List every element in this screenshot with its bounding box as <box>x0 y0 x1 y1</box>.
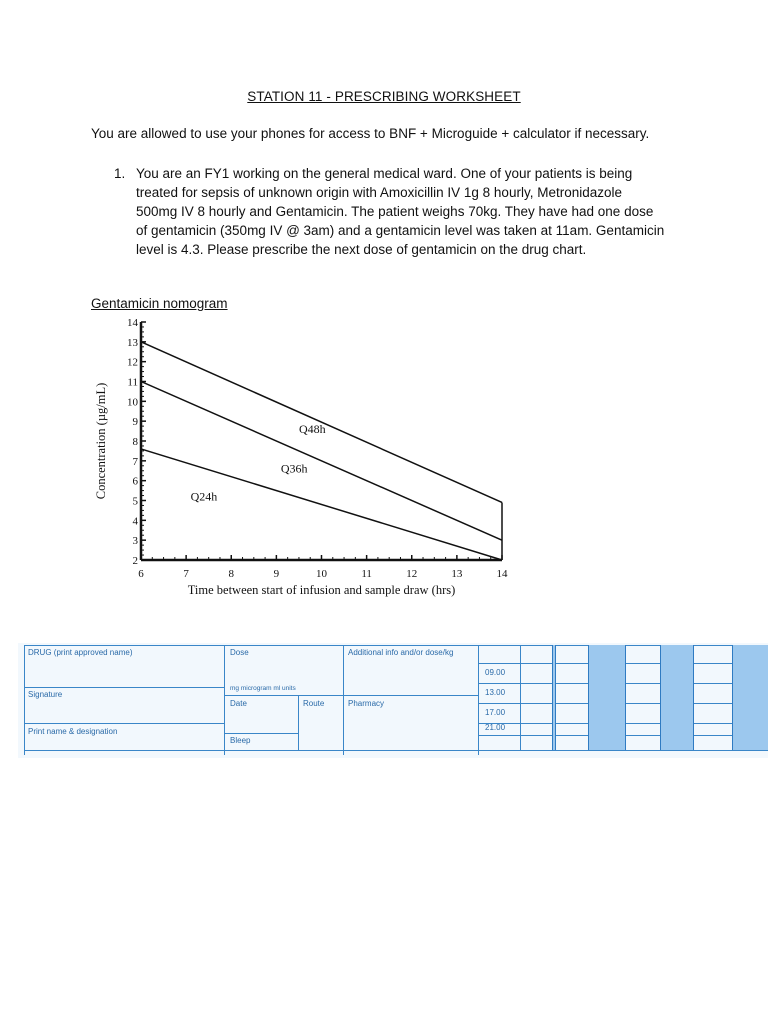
x-axis-label: Time between start of infusion and sample draw (hrs) <box>187 583 456 597</box>
y-axis-label: Concentration (µg/mL) <box>94 382 108 500</box>
form-divider <box>343 645 344 755</box>
x-tick-label: 9 <box>273 568 280 580</box>
y-tick-label: 7 <box>132 455 138 468</box>
form-divider-h <box>224 695 478 696</box>
y-tick-label: 11 <box>127 376 138 389</box>
bleep-label: Bleep <box>230 736 251 745</box>
time-slot: 21.00 <box>485 723 506 732</box>
form-border-bottom <box>24 750 768 751</box>
x-tick-label: 7 <box>183 568 189 580</box>
question-line: level is 4.3. Please prescribe the next dose of gentamicin on the drug chart. <box>136 242 587 257</box>
y-tick-label: 10 <box>127 396 138 409</box>
x-tick-label: 13 <box>451 568 463 580</box>
admin-column <box>660 645 694 750</box>
drug-chart-form <box>18 643 768 758</box>
intro-text: You are allowed to use your phones for access to BNF + Microguide + calculator if necessary. <box>91 126 650 141</box>
form-divider-h <box>24 723 224 724</box>
time-slot: 09.00 <box>485 668 506 677</box>
admin-column <box>732 645 768 750</box>
question-line: 500mg IV 8 hourly and Gentamicin. The patient weighs 70kg. They have had one dose <box>136 204 654 219</box>
pharmacy-label: Pharmacy <box>348 699 385 708</box>
nomogram-title: Gentamicin nomogram <box>91 296 228 311</box>
additional-info-label: Additional info and/or dose/kg <box>348 648 454 657</box>
route-label: Route <box>303 699 325 708</box>
signature-label: Signature <box>28 690 63 699</box>
question-line: treated for sepsis of unknown origin with Amoxicillin IV 1g 8 hourly, Metronidazole <box>136 185 622 200</box>
print-name-label: Print name & designation <box>28 727 118 736</box>
x-tick-label: 12 <box>406 568 418 580</box>
x-tick-label: 6 <box>138 568 144 580</box>
form-divider <box>478 645 479 755</box>
form-divider <box>520 645 521 750</box>
question-body <box>136 164 696 259</box>
form-border-left <box>24 645 25 755</box>
form-border-top <box>24 645 768 646</box>
page-title: STATION 11 - PRESCRIBING WORKSHEET <box>247 89 521 104</box>
region-label: Q36h <box>280 461 308 476</box>
y-tick-label: 8 <box>132 436 138 448</box>
y-tick-label: 13 <box>127 336 138 349</box>
form-divider-h <box>24 687 224 688</box>
y-tick-label: 9 <box>132 416 138 429</box>
admin-column <box>588 645 626 750</box>
y-tick-label: 3 <box>132 535 138 548</box>
question-line: You are an FY1 working on the general medical ward. One of your patients is being <box>136 166 633 181</box>
y-tick-label: 5 <box>132 495 138 508</box>
y-tick-label: 4 <box>132 515 138 528</box>
y-tick-label: 6 <box>132 475 138 488</box>
time-slot: 13.00 <box>485 688 506 697</box>
form-divider <box>224 645 225 755</box>
series-line <box>141 382 502 541</box>
dose-label: Dose <box>230 648 249 657</box>
y-tick-label: 14 <box>127 317 138 329</box>
admin-column <box>552 645 556 750</box>
form-divider-h <box>224 733 298 734</box>
gentamicin-nomogram-chart <box>88 312 528 612</box>
date-label: Date <box>230 699 247 708</box>
region-label: Q48h <box>298 422 326 437</box>
series-line <box>141 449 502 560</box>
y-tick-label: 12 <box>127 356 138 369</box>
form-divider <box>298 695 299 750</box>
x-tick-label: 11 <box>361 568 372 580</box>
time-slot: 17.00 <box>485 708 506 717</box>
question-number: 1. <box>114 166 126 181</box>
y-tick-label: 2 <box>132 555 138 567</box>
x-tick-label: 14 <box>496 568 508 580</box>
units-label: mg microgram ml units <box>230 685 296 692</box>
drug-name-label: DRUG (print approved name) <box>28 648 133 657</box>
x-tick-label: 8 <box>228 568 234 580</box>
question-line: of gentamicin (350mg IV @ 3am) and a gentamicin level was taken at 11am. Gentamicin <box>136 223 665 238</box>
region-label: Q24h <box>190 489 218 504</box>
x-tick-label: 10 <box>316 568 327 580</box>
